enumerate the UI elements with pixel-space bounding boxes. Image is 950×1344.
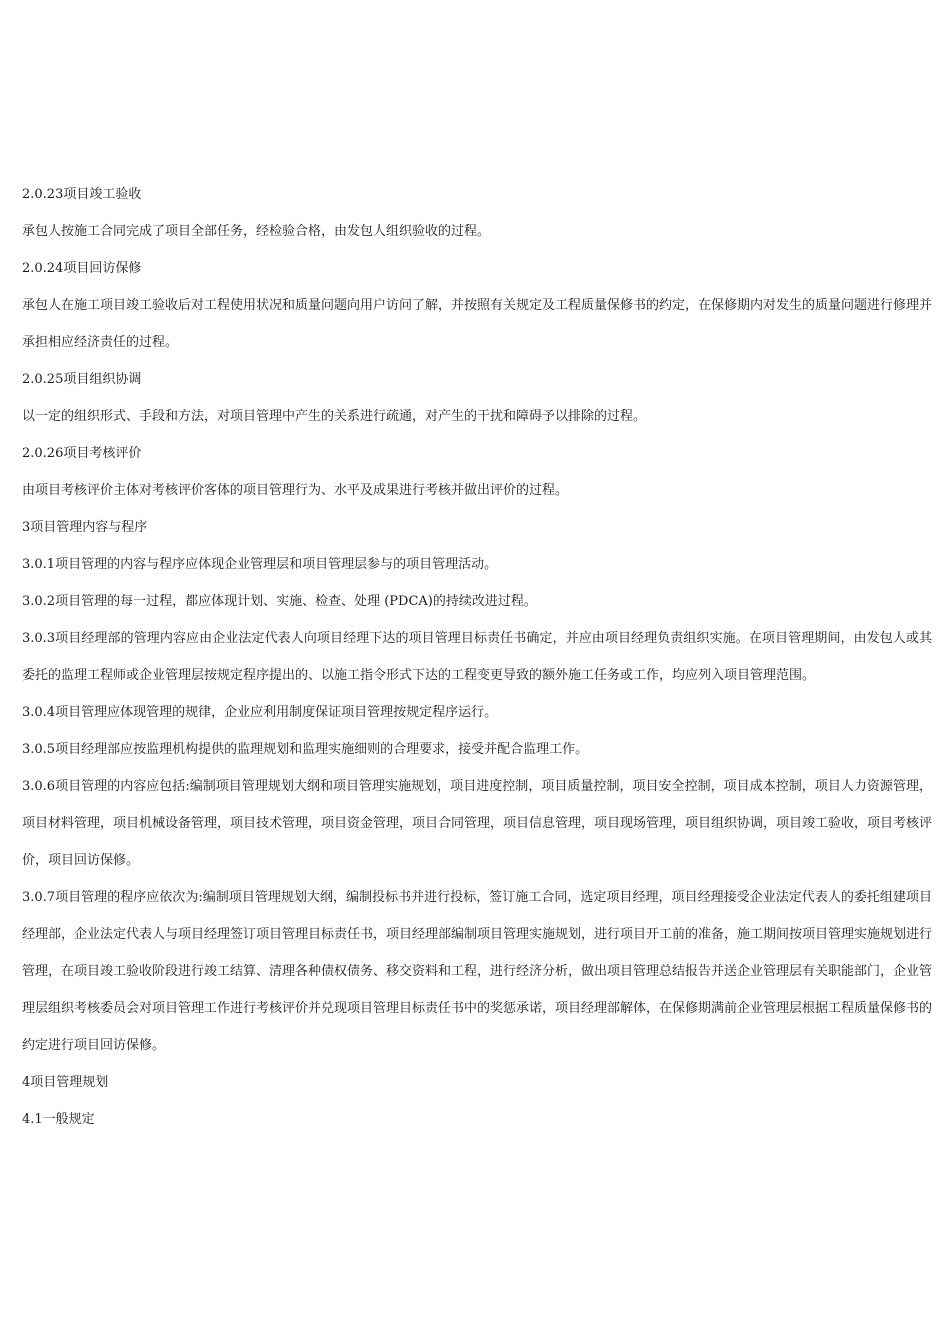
- clause-3-0-5: 3.0.5项目经理部应按监理机构提供的监理规划和监理实施细则的合理要求，接受并配合监理工作。: [22, 742, 589, 757]
- paragraph-assessment-evaluation: 由项目考核评价主体对考核评价客体的项目管理行为、水平及成果进行考核并做出评价的过程。: [22, 483, 569, 498]
- heading-section-3: 3项目管理内容与程序: [22, 520, 148, 535]
- paragraph-project-completion-acceptance: 承包人按施工合同完成了项目全部任务，经检验合格，由发包人组织验收的过程。: [22, 224, 491, 239]
- clause-3-0-4: 3.0.4项目管理应体现管理的规律，企业应利用制度保证项目管理按规定程序运行。: [22, 705, 498, 720]
- heading-4-1: 4.1一般规定: [22, 1112, 95, 1127]
- document-body: [22, 176, 932, 1138]
- heading-section-4: 4项目管理规划: [22, 1075, 109, 1090]
- clause-3-0-2: 3.0.2项目管理的每一过程，都应体现计划、实施、检查、处理 (PDCA)的持续改进过程。: [22, 594, 537, 609]
- clause-3-0-7: 3.0.7项目管理的程序应依次为:编制项目管理规划大纲，编制投标书并进行投标，签订施工合同，选定项目经理，项目经理接受企业法定代表人的委托组建项目经理部，企业法定代表人与项目经理签订项目管理目标责任书，项目经理部编制项目管理实施规划，进行项目开工前的准备，施工期间按项目管理实施规划进行管理，在项目竣工验收阶段进行竣工结算、清理各种债权债务、移交资料和工程，进行经济分析，做出项目管理总结报告并送企业管理层有关职能部门，企业管理层组织考核委员会对项目管理工作进行考核评价并兑现项目管理目标责任书中的奖惩承诺，项目经理部解体，在保修期满前企业管理层根据工程质量保修书的约定进行项目回访保修。: [22, 890, 933, 1053]
- paragraph-project-return-visit: 承包人在施工项目竣工验收后对工程使用状况和质量问题向用户访问了解，并按照有关规定及工程质量保修书的约定，在保修期内对发生的质量问题进行修理并承担相应经济责任的过程。: [22, 298, 933, 350]
- clause-3-0-6: 3.0.6项目管理的内容应包括:编制项目管理规划大纲和项目管理实施规划，项目进度控制，项目质量控制，项目安全控制，项目成本控制，项目人力资源管理，项目材料管理，项目机械设备管理，项目技术管理，项目资金管理，项目合同管理，项目信息管理，项目现场管理，项目组织协调，项目竣工验收，项目考核评价，项目回访保修。: [22, 779, 933, 868]
- paragraph-organization-coordination: 以一定的组织形式、手段和方法，对项目管理中产生的关系进行疏通，对产生的干扰和障碍予以排除的过程。: [22, 409, 647, 424]
- heading-2-0-23: 2.0.23项目竣工验收: [22, 187, 142, 202]
- heading-2-0-24: 2.0.24项目回访保修: [22, 261, 142, 276]
- clause-3-0-1: 3.0.1项目管理的内容与程序应体现企业管理层和项目管理层参与的项目管理活动。: [22, 557, 498, 572]
- heading-2-0-26: 2.0.26项目考核评价: [22, 446, 142, 461]
- clause-3-0-3: 3.0.3项目经理部的管理内容应由企业法定代表人向项目经理下达的项目管理目标责任书确定，并应由项目经理负责组织实施。在项目管理期间，由发包人或其委托的监理工程师或企业管理层按规定程序提出的、以施工指令形式下达的工程变更导致的额外施工任务或工作，均应列入项目管理范围。: [22, 631, 932, 683]
- heading-2-0-25: 2.0.25项目组织协调: [22, 372, 142, 387]
